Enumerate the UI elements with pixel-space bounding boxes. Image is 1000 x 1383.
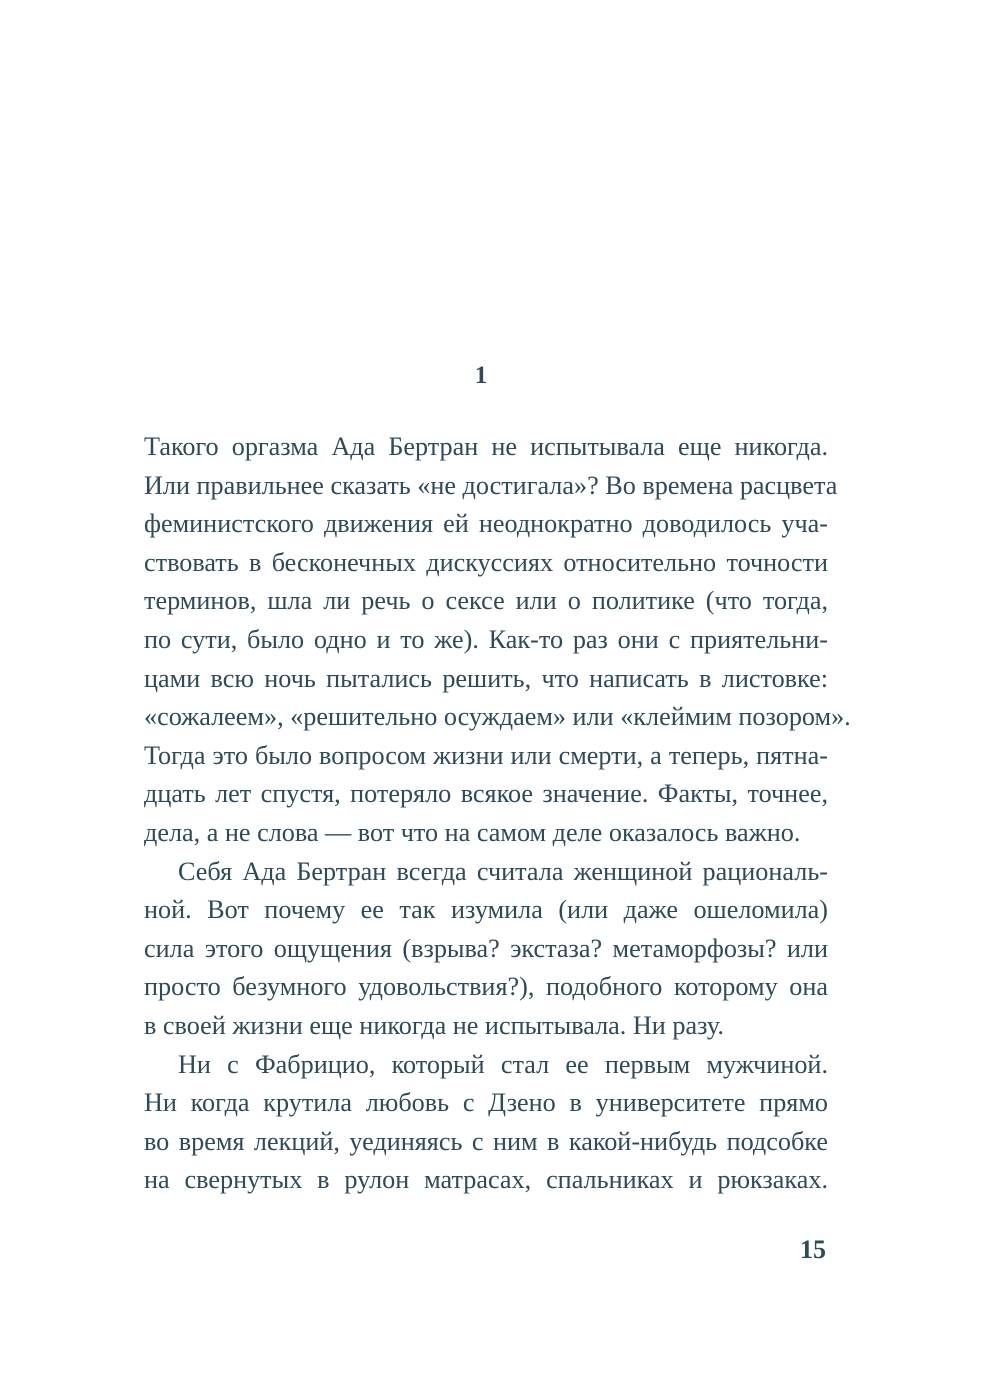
chapter-body <box>144 428 851 1200</box>
paragraph-2 <box>144 853 828 1046</box>
text-line: дцать лет спустя, потеряло всякое значение. Факты, точнее, <box>144 779 828 809</box>
text-line: Ни с Фабрицио, который стал ее первым мужчиной. <box>178 1049 828 1079</box>
text-line: Тогда это было вопросом жизни или смерти, а теперь, пятна- <box>144 740 828 770</box>
text-line: дела, а не слова — вот что на самом деле оказалось важно. <box>144 817 801 847</box>
text-line: цами всю ночь пытались решить, что написать в листовке: <box>144 663 828 693</box>
chapter-number: 1 <box>474 362 488 389</box>
paragraph-1 <box>144 428 851 853</box>
page-number: 15 <box>800 1235 826 1264</box>
text-line: Такого оргазма Ада Бертран не испытывала еще никогда. <box>144 432 828 461</box>
text-line: «сожалеем», «решительно осуждаем» или «клеймим позором». <box>144 702 851 732</box>
paragraph-3 <box>144 1046 828 1200</box>
text-line: ной. Вот почему ее так изумила (или даже ошеломила) <box>144 895 828 925</box>
text-line: ствовать в бесконечных дискуссиях относительно точности <box>144 547 828 577</box>
text-line: во время лекций, уединяясь с ним в какой-нибудь подсобке <box>144 1126 828 1156</box>
text-line: сила этого ощущения (взрыва? экстаза? метаморфозы? или <box>144 933 828 963</box>
text-line: терминов, шла ли речь о сексе или о политике (что тогда, <box>144 586 828 616</box>
text-line: Или правильнее сказать «не достигала»? Во времена расцвета <box>144 470 838 500</box>
text-line: на свернутых в рулон матрасах, спальниках и рюкзаках. <box>144 1165 828 1195</box>
text-line: Ни когда крутила любовь с Дзено в университете прямо <box>144 1088 828 1118</box>
text-line: в своей жизни еще никогда не испытывала. Ни разу. <box>144 1010 724 1040</box>
text-line: по сути, было одно и то же). Как-то раз они с приятельни- <box>144 624 828 654</box>
text-line: феминистского движения ей неоднократно доводилось уча- <box>144 509 828 539</box>
text-line: просто безумного удовольствия?), подобного которому она <box>144 972 828 1002</box>
text-line: Себя Ада Бертран всегда считала женщиной рациональ- <box>178 856 828 886</box>
